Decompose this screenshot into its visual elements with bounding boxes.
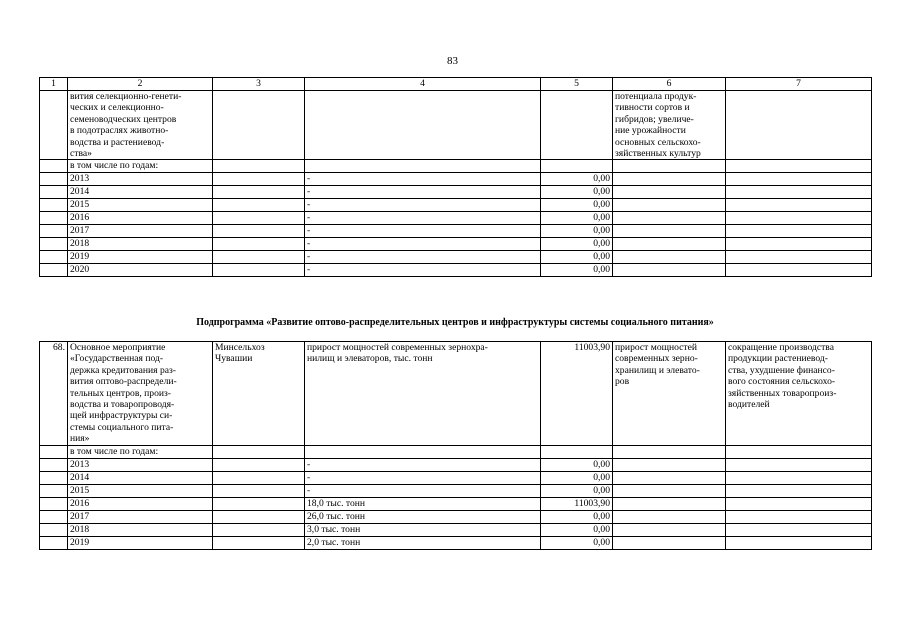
column-header: 4 (305, 78, 541, 91)
text-line: в подотраслях животно- (70, 125, 169, 137)
text-line: продукции растениевод- (728, 353, 828, 365)
text-line: щей инфраструктуры си- (70, 410, 173, 422)
amount-cell: 11003,90 (541, 497, 613, 510)
text-line: основных сельскохо- (615, 136, 701, 148)
text-line: прирост мощностей (615, 342, 698, 353)
year-row (40, 173, 872, 186)
year-cell: 2018 (68, 523, 213, 536)
text-line: зяйственных культур (615, 148, 701, 160)
indicator-value-cell: - (305, 212, 541, 225)
indicator-value-cell: - (305, 251, 541, 264)
year-cell: 2015 (68, 484, 213, 497)
text-line: ние урожайности (615, 125, 686, 137)
year-cell: 2015 (68, 199, 213, 212)
year-row (40, 225, 872, 238)
risk-cell (726, 91, 872, 160)
year-row (40, 484, 872, 497)
column-header: 5 (541, 78, 613, 91)
text-line: потенциала продук- (615, 91, 697, 102)
text-line: водства и товаропроводя- (70, 399, 175, 411)
year-row (40, 497, 872, 510)
text-line: ров (615, 376, 630, 388)
amount-cell: 0,00 (541, 173, 613, 186)
indicator-value-cell: - (305, 199, 541, 212)
text-line: Чувашии (215, 353, 253, 365)
year-cell: 2013 (68, 173, 213, 186)
activity-description-cell (68, 342, 213, 446)
indicator-value-cell: 18,0 тыс. тонн (305, 497, 541, 510)
year-row (40, 536, 872, 549)
activity-row (40, 342, 872, 446)
text-line: тельных центров, произ- (70, 387, 171, 399)
text-line: хранилищ и элевато- (615, 364, 700, 376)
year-row (40, 264, 872, 277)
amount-cell: 0,00 (541, 199, 613, 212)
text-line: Основное мероприятие (70, 342, 166, 353)
year-row (40, 212, 872, 225)
text-line: гибридов; увеличе- (615, 113, 694, 125)
year-cell: 2017 (68, 225, 213, 238)
text-line: тивности сортов и (615, 102, 690, 114)
amount-cell: 0,00 (541, 212, 613, 225)
result-cell (613, 342, 726, 446)
text-line: прирост мощностей современных зернохра- (307, 342, 488, 353)
text-line: водителей (728, 399, 770, 411)
indicator-value-cell: 26,0 тыс. тонн (305, 510, 541, 523)
year-row (40, 251, 872, 264)
program-table-bottom (39, 341, 872, 550)
indicator-value-cell: 3,0 тыс. тонн (305, 523, 541, 536)
amount-cell: 0,00 (541, 186, 613, 199)
amount-cell: 0,00 (541, 523, 613, 536)
text-line: вития оптово-распредели- (70, 376, 177, 388)
text-line: ческих и селекционно- (70, 102, 164, 114)
year-cell: 2013 (68, 458, 213, 471)
column-header-row (40, 78, 872, 91)
year-row (40, 510, 872, 523)
year-cell: 2014 (68, 471, 213, 484)
year-cell: 2019 (68, 536, 213, 549)
year-row (40, 471, 872, 484)
row-number-cell (40, 91, 68, 160)
text-line: водства и растениевод- (70, 136, 165, 148)
text-line: нилищ и элеваторов, тыс. тонн (307, 353, 433, 365)
row-number-cell: 68. (40, 342, 68, 446)
amount-cell: 0,00 (541, 484, 613, 497)
text-line: современных зерно- (615, 353, 698, 365)
year-cell: 2019 (68, 251, 213, 264)
text-line: держка кредитования раз- (70, 364, 176, 376)
value-cell: 11003,90 (541, 342, 613, 446)
text-line: зяйственных товаропроиз- (728, 387, 837, 399)
value-cell (541, 91, 613, 160)
column-header: 7 (726, 78, 872, 91)
risk-cell (726, 342, 872, 446)
year-row (40, 186, 872, 199)
column-header: 6 (613, 78, 726, 91)
executor-cell (213, 91, 305, 160)
text-line: вого состояния сельскохо- (728, 376, 836, 388)
by-years-row (40, 445, 872, 458)
by-years-label: в том числе по годам: (68, 160, 213, 173)
text-line: вития селекционно-генети- (70, 91, 182, 102)
column-header: 1 (40, 78, 68, 91)
year-row (40, 199, 872, 212)
year-row (40, 523, 872, 536)
text-line: Минсельхоз (215, 342, 265, 353)
text-line: семеноводческих центров (70, 113, 177, 125)
amount-cell: 0,00 (541, 264, 613, 277)
result-cell (613, 91, 726, 160)
indicator-value-cell: - (305, 238, 541, 251)
indicator-value-cell: - (305, 471, 541, 484)
amount-cell: 0,00 (541, 251, 613, 264)
indicator-value-cell: 2,0 тыс. тонн (305, 536, 541, 549)
activity-row (40, 91, 872, 160)
year-cell: 2016 (68, 212, 213, 225)
text-line: ства» (70, 148, 92, 160)
executor-cell (213, 342, 305, 446)
amount-cell: 0,00 (541, 238, 613, 251)
by-years-label: в том числе по годам: (68, 445, 213, 458)
text-line: ства, ухудшение финансо- (728, 364, 835, 376)
indicator-value-cell: - (305, 264, 541, 277)
year-cell: 2020 (68, 264, 213, 277)
indicator-value-cell: - (305, 225, 541, 238)
subprogram-title: Подпрограмма «Развитие оптово-распределительных центров и инфраструктуры системы социального питания» (196, 317, 714, 328)
page-number: 83 (447, 55, 458, 67)
indicator-cell (305, 91, 541, 160)
text-line: стемы социального пита- (70, 421, 174, 433)
by-years-row (40, 160, 872, 173)
year-row (40, 458, 872, 471)
activity-description-cell (68, 91, 213, 160)
text-line: «Государственная под- (70, 353, 164, 365)
indicator-value-cell: - (305, 186, 541, 199)
year-row (40, 238, 872, 251)
indicator-value-cell: - (305, 173, 541, 186)
amount-cell: 0,00 (541, 471, 613, 484)
column-header: 3 (213, 78, 305, 91)
indicator-cell (305, 342, 541, 446)
text-line: ния» (70, 433, 90, 445)
column-header: 2 (68, 78, 213, 91)
amount-cell: 0,00 (541, 458, 613, 471)
year-cell: 2018 (68, 238, 213, 251)
amount-cell: 0,00 (541, 536, 613, 549)
year-cell: 2014 (68, 186, 213, 199)
indicator-value-cell: - (305, 484, 541, 497)
year-cell: 2017 (68, 510, 213, 523)
amount-cell: 0,00 (541, 225, 613, 238)
year-cell: 2016 (68, 497, 213, 510)
amount-cell: 0,00 (541, 510, 613, 523)
text-line: сокращение производства (728, 342, 834, 353)
indicator-value-cell: - (305, 458, 541, 471)
program-table-top (39, 77, 872, 277)
